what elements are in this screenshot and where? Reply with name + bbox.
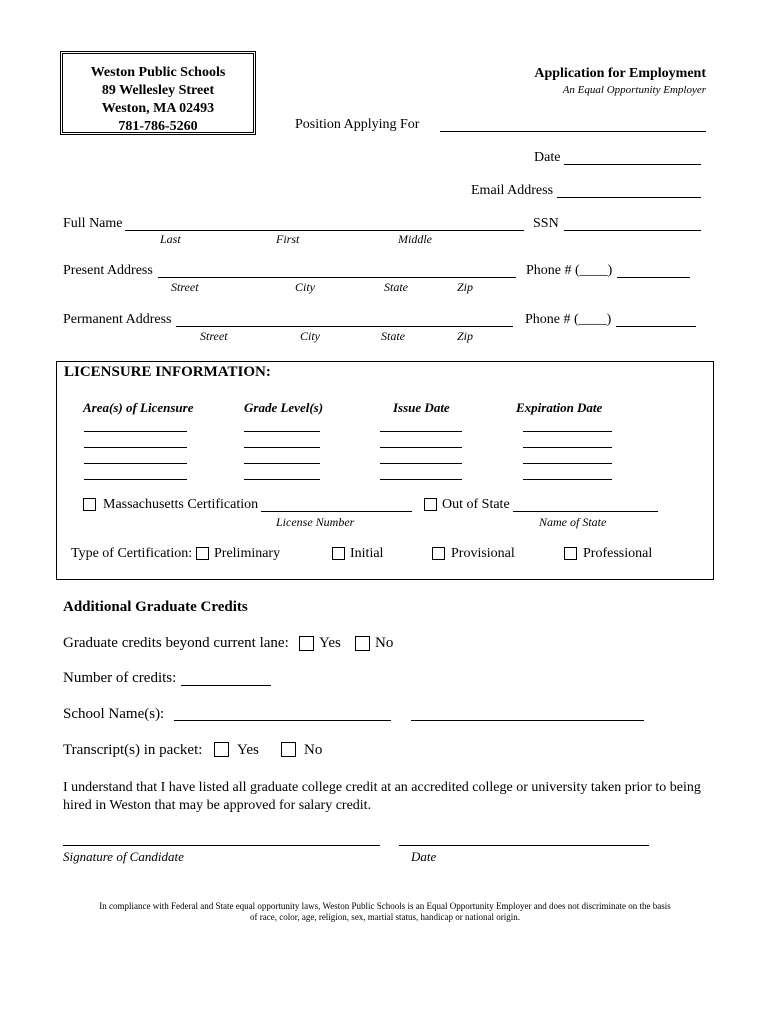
position-field[interactable] (440, 131, 706, 132)
licensure-expiration-field[interactable] (523, 463, 612, 464)
beyond-lane-label: Graduate credits beyond current lane: (63, 635, 289, 651)
out-of-state-label: Out of State (442, 497, 510, 512)
licensure-heading: LICENSURE INFORMATION: (64, 364, 271, 380)
col-issue-date: Issue Date (393, 400, 450, 415)
permanent-street: Street (200, 329, 228, 343)
permanent-address-field[interactable] (176, 326, 513, 327)
present-state: State (384, 280, 408, 294)
licensure-grade-field[interactable] (244, 431, 320, 432)
license-number-label: License Number (276, 515, 355, 529)
transcripts-label: Transcript(s) in packet: (63, 742, 203, 758)
name-part-last: Last (160, 232, 181, 246)
permanent-phone-field[interactable] (616, 326, 696, 327)
licensure-area-field[interactable] (84, 447, 187, 448)
professional-checkbox[interactable] (564, 547, 577, 560)
ma-certification-checkbox[interactable] (83, 498, 96, 511)
licensure-grade-field[interactable] (244, 463, 320, 464)
permanent-state: State (381, 329, 405, 343)
present-address-field[interactable] (158, 277, 516, 278)
licensure-area-field[interactable] (84, 479, 187, 480)
preliminary-label: Preliminary (214, 546, 281, 561)
transcripts-yes-label: Yes (237, 742, 259, 758)
provisional-label: Provisional (451, 546, 515, 561)
present-phone-field[interactable] (617, 277, 690, 278)
signature-label: Signature of Candidate (63, 849, 184, 864)
present-street: Street (171, 280, 199, 294)
name-part-first: First (276, 232, 300, 246)
licensure-grade-field[interactable] (244, 447, 320, 448)
licensure-expiration-field[interactable] (523, 447, 612, 448)
signature-date-field[interactable] (399, 845, 649, 846)
school-names-label: School Name(s): (63, 706, 165, 722)
present-city: City (295, 280, 315, 294)
position-label: Position Applying For (295, 117, 420, 132)
school-city: Weston, MA 02493 (101, 101, 215, 116)
transcripts-yes-checkbox[interactable] (214, 742, 229, 757)
licensure-area-field[interactable] (84, 431, 187, 432)
present-address-label: Present Address (63, 263, 153, 278)
ssn-field[interactable] (564, 230, 701, 231)
initial-checkbox[interactable] (332, 547, 345, 560)
transcripts-no-checkbox[interactable] (281, 742, 296, 757)
name-of-state-label: Name of State (539, 515, 607, 529)
school-address-box (60, 51, 256, 135)
col-grade-levels: Grade Level(s) (244, 400, 324, 415)
beyond-lane-yes-label: Yes (319, 635, 341, 651)
licensure-grade-field[interactable] (244, 479, 320, 480)
ma-certification-label: Massachusetts Certification (103, 497, 259, 512)
present-phone-label: Phone # (____) (526, 263, 613, 278)
licensure-issue-field[interactable] (380, 479, 462, 480)
beyond-lane-yes-checkbox[interactable] (299, 636, 314, 651)
permanent-address-label: Permanent Address (63, 312, 172, 327)
signature-field[interactable] (63, 845, 380, 846)
provisional-checkbox[interactable] (432, 547, 445, 560)
date-field[interactable] (564, 164, 701, 165)
licensure-expiration-field[interactable] (523, 431, 612, 432)
number-credits-label: Number of credits: (63, 670, 177, 686)
licensure-issue-field[interactable] (380, 463, 462, 464)
footer-line-2: of race, color, age, religion, sex, martial status, handicap or national origin. (249, 912, 521, 922)
ssn-label: SSN (533, 216, 559, 231)
footer-line-1: In compliance with Federal and State equal opportunity laws, Weston Public Schools is an Equal Opportunity Employer and does not discriminate on the basis (99, 901, 671, 911)
graduate-heading: Additional Graduate Credits (63, 599, 248, 615)
beyond-lane-no-checkbox[interactable] (355, 636, 370, 651)
permanent-city: City (300, 329, 320, 343)
school-phone: 781-786-5260 (118, 119, 198, 134)
full-name-label: Full Name (63, 216, 123, 231)
graduate-statement: I understand that I have listed all graduate college credit at an accredited college or university taken prior to being hired in Weston that may be approved for salary credit. (63, 780, 701, 813)
signature-date-label: Date (411, 849, 437, 864)
licensure-expiration-field[interactable] (523, 479, 612, 480)
professional-label: Professional (583, 546, 653, 561)
name-part-middle: Middle (398, 232, 432, 246)
school-name: Weston Public Schools (90, 65, 226, 80)
school-name-field-1[interactable] (174, 720, 391, 721)
page-title: Application for Employment (534, 66, 706, 81)
email-label: Email Address (471, 183, 554, 198)
school-name-field-2[interactable] (411, 720, 644, 721)
initial-label: Initial (350, 546, 384, 561)
transcripts-no-label: No (304, 742, 323, 758)
col-area-licensure: Area(s) of Licensure (83, 400, 194, 415)
permanent-phone-label: Phone # (____) (525, 312, 612, 327)
number-credits-field[interactable] (181, 685, 271, 686)
col-expiration-date: Expiration Date (516, 400, 603, 415)
licensure-area-field[interactable] (84, 463, 187, 464)
email-field[interactable] (557, 197, 701, 198)
state-name-field[interactable] (513, 511, 658, 512)
preliminary-checkbox[interactable] (196, 547, 209, 560)
licensure-issue-field[interactable] (380, 447, 462, 448)
full-name-field[interactable] (125, 230, 524, 231)
permanent-zip: Zip (457, 329, 474, 343)
school-street: 89 Wellesley Street (101, 83, 215, 98)
beyond-lane-no-label: No (375, 635, 394, 651)
page-subtitle: An Equal Opportunity Employer (562, 84, 706, 96)
date-label: Date (534, 150, 561, 165)
cert-type-label: Type of Certification: (71, 546, 193, 561)
present-zip: Zip (457, 280, 474, 294)
licensure-issue-field[interactable] (380, 431, 462, 432)
out-of-state-checkbox[interactable] (424, 498, 437, 511)
license-number-field[interactable] (261, 511, 412, 512)
